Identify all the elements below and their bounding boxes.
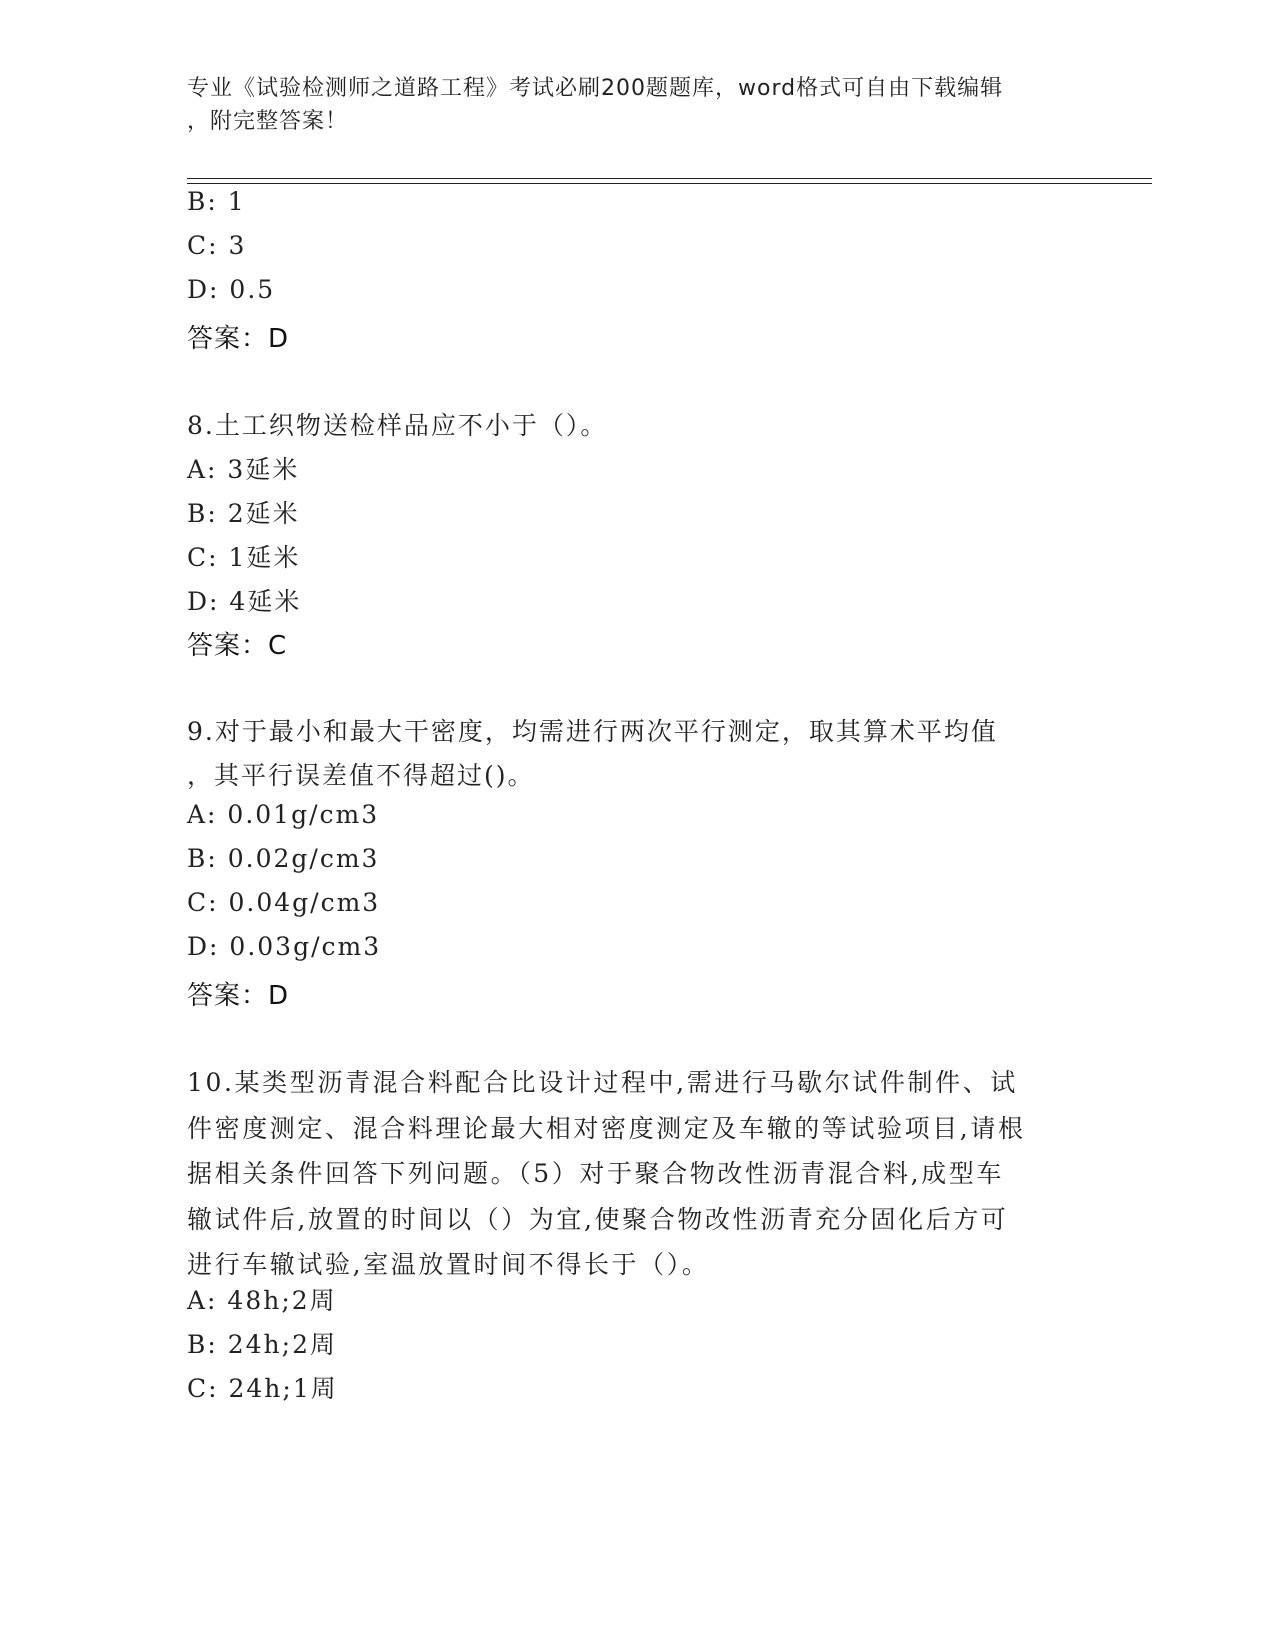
- header-title-line1: 专业《试验检测师之道路工程》考试必刷200题题库，word格式可自由下载编辑: [187, 76, 1004, 101]
- q8-option-c: C: 1延米: [187, 543, 301, 572]
- q10-stem-line: 件密度测定、混合料理论最大相对密度测定及车辙的等试验项目,请根: [187, 1113, 1026, 1143]
- q9-option-d: D: 0.03g/cm3: [187, 932, 382, 961]
- q8-answer: 答案：C: [187, 631, 288, 661]
- q9-option-c: C: 0.04g/cm3: [187, 888, 381, 917]
- q9-stem-line1: 9.对于最小和最大干密度，均需进行两次平行测定，取其算术平均值: [187, 717, 998, 746]
- q9-answer: 答案：D: [187, 981, 290, 1011]
- q10-stem-line: 进行车辙试验,室温放置时间不得长于（）。: [187, 1250, 710, 1279]
- q10-stem: [187, 1060, 1087, 1288]
- q9-option-b: B: 0.02g/cm3: [187, 844, 380, 873]
- q7-option-c: C: 3: [187, 231, 247, 260]
- header-title-line2: ，附完整答案！: [187, 109, 349, 134]
- q10-option-b: B: 24h;2周: [187, 1330, 337, 1359]
- q10-option-a: A: 48h;2周: [187, 1286, 337, 1315]
- q10-stem-line: 辙试件后,放置的时间以（）为宜,使聚合物改性沥青充分固化后方可: [187, 1204, 1009, 1234]
- q8-option-b: B: 2延米: [187, 499, 300, 528]
- q10-stem-line: 10.某类型沥青混合料配合比设计过程中,需进行马歇尔试件制件、试: [187, 1068, 1018, 1097]
- q7-answer: 答案：D: [187, 324, 290, 354]
- document-header: [187, 72, 1067, 138]
- q8-option-d: D: 4延米: [187, 587, 302, 616]
- q7-option-b: B: 1: [187, 187, 246, 216]
- header-divider-bottom: [187, 183, 1152, 184]
- q10-stem-line: 据相关条件回答下列问题。（5）对于聚合物改性沥青混合料,成型车: [187, 1159, 1004, 1188]
- q9-option-a: A: 0.01g/cm3: [187, 800, 380, 829]
- header-divider-top: [187, 178, 1152, 179]
- q8-stem: 8.土工织物送检样品应不小于（）。: [187, 411, 608, 440]
- q9-stem-line2: ，其平行误差值不得超过()。: [187, 761, 535, 790]
- q7-option-d: D: 0.5: [187, 275, 276, 304]
- q10-option-c: C: 24h;1周: [187, 1374, 338, 1403]
- q8-option-a: A: 3延米: [187, 455, 300, 484]
